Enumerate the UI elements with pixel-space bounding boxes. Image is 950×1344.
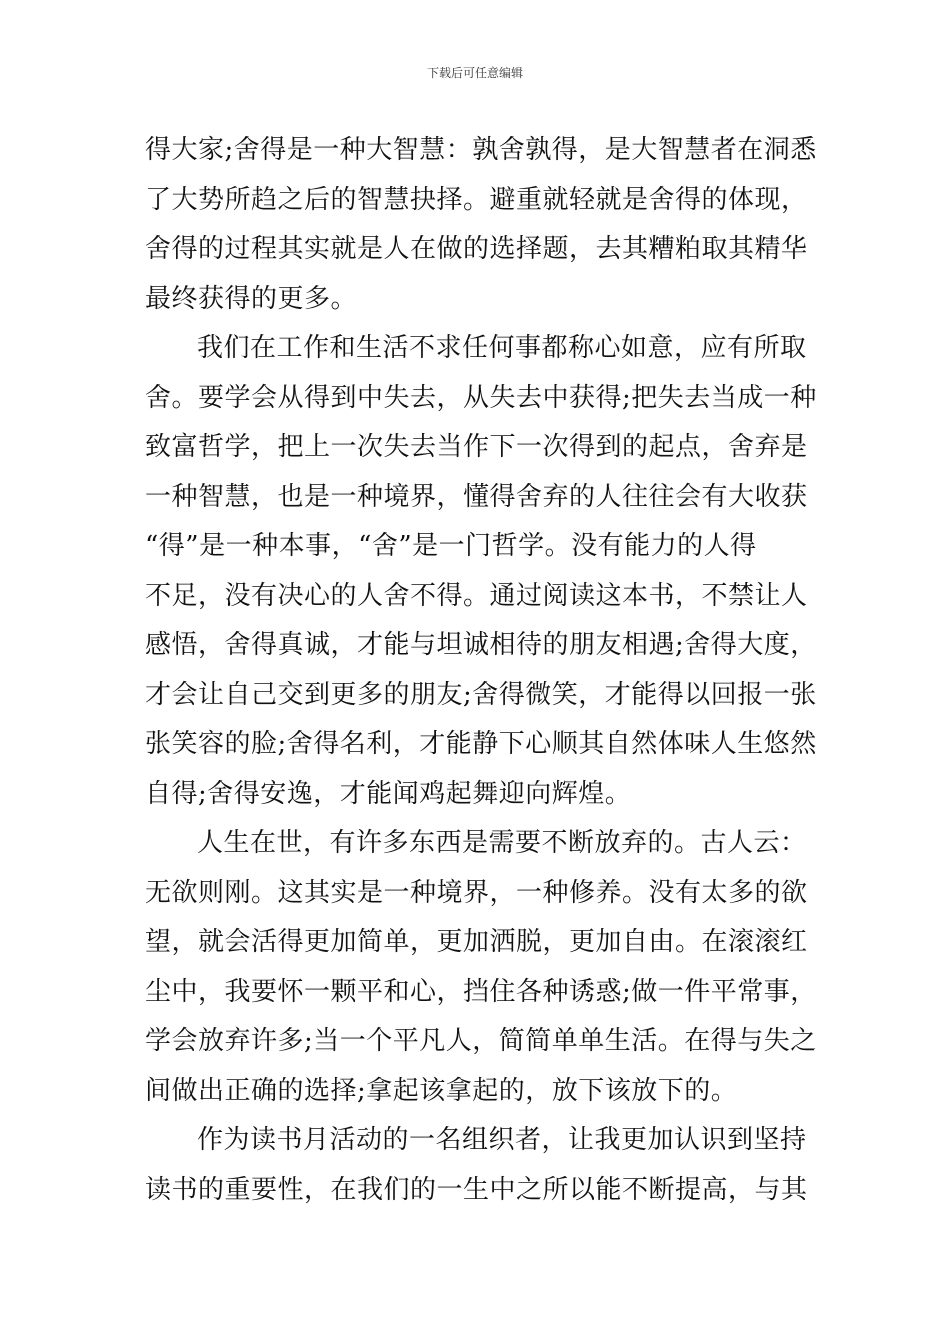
text-line: 一种智慧，也是一种境界，懂得舍弃的人往往会有大收获 <box>145 481 808 512</box>
text-line: 舍得的过程其实就是人在做的选择题，去其糟粕取其精华 <box>145 234 808 264</box>
text-line: 自得;舍得安逸，才能闻鸡起舞迎向辉煌。 <box>145 778 632 809</box>
document-body <box>145 126 815 1215</box>
text-line: 了大势所趋之后的智慧抉择。避重就轻就是舍得的体现， <box>145 184 808 215</box>
text-line: 致富哲学，把上一次失去当作下一次得到的起点，舍弃是 <box>145 432 808 462</box>
text-line: “得”是一种本事，“舍”是一门哲学。没有能力的人得 <box>145 531 757 561</box>
text-line: 才会让自己交到更多的朋友;舍得微笑，才能得以回报一张 <box>145 679 817 710</box>
text-line: 间做出正确的选择;拿起该拿起的，放下该放下的。 <box>145 1075 738 1106</box>
text-line: 得大家;舍得是一种大智慧：孰舍孰得，是大智慧者在洞悉 <box>145 135 817 165</box>
text-line: 舍。要学会从得到中失去，从失去中获得;把失去当成一种 <box>145 382 817 413</box>
paragraph-start-line: 作为读书月活动的一名组织者，让我更加认识到坚持 <box>197 1125 807 1155</box>
text-line: 望，就会活得更加简单，更加洒脱，更加自由。在滚滚红 <box>145 927 808 957</box>
text-line: 无欲则刚。这其实是一种境界，一种修养。没有太多的欲 <box>145 877 808 908</box>
text-line: 最终获得的更多。 <box>145 283 358 314</box>
paragraph-start-line: 我们在工作和生活不求任何事都称心如意，应有所取 <box>197 333 807 363</box>
text-line: 张笑容的脸;舍得名利，才能静下心顺其自然体味人生悠然 <box>145 729 817 759</box>
text-line: 尘中，我要怀一颗平和心，挡住各种诱惑;做一件平常事， <box>145 976 817 1007</box>
text-line: 学会放弃许多;当一个平凡人，简简单单生活。在得与失之 <box>145 1026 817 1056</box>
text-line: 感悟，舍得真诚，才能与坦诚相待的朋友相遇;舍得大度， <box>145 630 817 660</box>
text-line: 不足，没有决心的人舍不得。通过阅读这本书，不禁让人 <box>145 580 808 611</box>
text-line: 读书的重要性，在我们的一生中之所以能不断提高，与其 <box>145 1174 808 1205</box>
page-header: 下载后可任意编辑 <box>426 66 523 80</box>
paragraph-start-line: 人生在世，有许多东西是需要不断放弃的。古人云： <box>197 828 807 858</box>
